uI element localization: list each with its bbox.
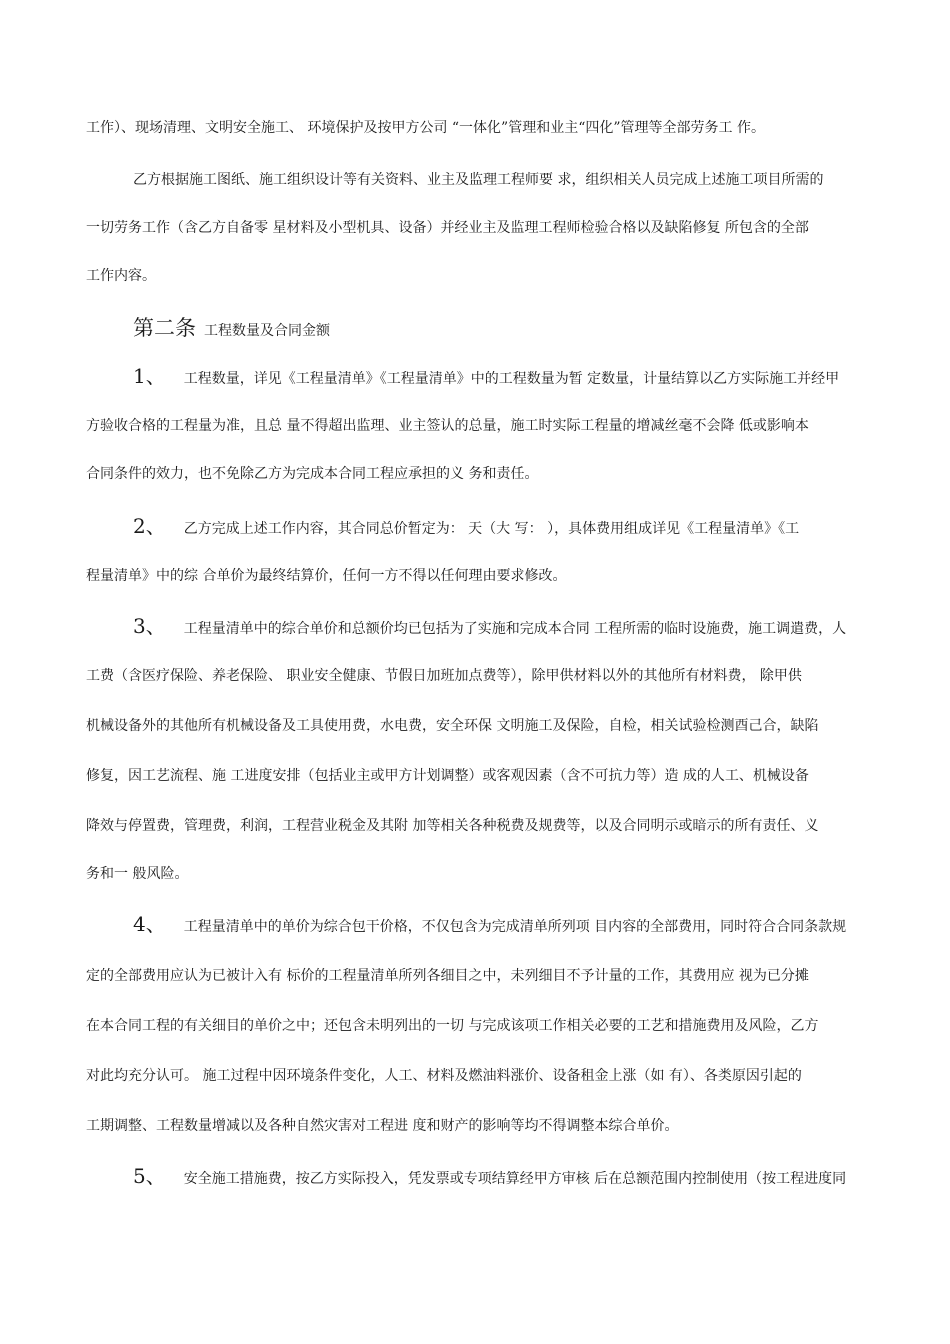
item-3-line	[133, 616, 876, 639]
item-number: 2、	[133, 516, 166, 538]
item-3-line: 降效与停置费，管理费，利润，工程营业税金及其附 加等相关各种税费及规费等，以及合同明示或暗示的所有责任、义	[86, 818, 819, 834]
item-2-line	[133, 516, 876, 539]
item-3-line: 务和一 般风险。	[86, 866, 189, 882]
item-2-line: 程量清单》中的综 合单价为最终结算价，任何一方不得以任何理由要求修改。	[86, 568, 567, 584]
item-text: 乙方完成上述工作内容，其合同总价暂定为： 天（大 写： ），具体费用组成详见《工程量清单》《工	[183, 521, 800, 537]
item-text: 安全施工措施费，按乙方实际投入，凭发票或专项结算经甲方审核 后在总额范围内控制使用（按工程进度同	[183, 1171, 847, 1187]
paragraph-line: 工作内容。	[86, 268, 156, 284]
item-number: 4、	[133, 914, 166, 936]
item-4-line: 在本合同工程的有关细目的单价之中；还包含未明列出的一切 与完成该项工作相关必要的工艺和措施费用及风险，乙方	[86, 1018, 819, 1034]
item-number: 5、	[133, 1166, 166, 1188]
item-3-line: 工费（含医疗保险、养老保险、 职业安全健康、节假日加班加点费等），除甲供材料以外的其他所有材料费， 除甲供	[86, 668, 802, 684]
item-1-line: 方验收合格的工程量为准，且总 量不得超出监理、业主签认的总量，施工时实际工程量的增减丝毫不会降 低或影响本	[86, 418, 809, 434]
item-3-line: 机械设备外的其他所有机械设备及工具使用费，水电费，安全环保 文明施工及保险，自检，相关试验检测酉己合，缺陷	[86, 718, 819, 734]
section-heading-subtitle: 工程数量及合同金额	[204, 323, 330, 339]
section-heading-title: 第二条	[133, 316, 196, 340]
item-number: 3、	[133, 616, 166, 638]
item-text: 工程量清单中的单价为综合包干价格，不仅包含为完成清单所列项 目内容的全部费用，同时符合合同条款规	[183, 919, 847, 935]
item-4-line: 对此均充分认可。 施工过程中因环境条件变化，人工、材料及燃油料涨价、设备租金上涨（如 有）、各类原因引起的	[86, 1068, 802, 1084]
item-4-line: 定的全部费用应认为已被计入有 标价的工程量清单所列各细目之中，未列细目不予计量的工作，其费用应 视为已分摊	[86, 968, 809, 984]
paragraph-line: 乙方根据施工图纸、施工组织设计等有关资料、业主及监理工程师要 求，组织相关人员完成上述施工项目所需的	[133, 172, 824, 188]
item-number: 1、	[133, 366, 166, 388]
item-1-line	[133, 366, 876, 389]
item-4-line: 工期调整、工程数量增减以及各种自然灾害对工程进 度和财产的影响等均不得调整本综合单价。	[86, 1118, 679, 1134]
section-heading	[133, 312, 330, 342]
item-text: 工程量清单中的综合单价和总额价均已包括为了实施和完成本合同 工程所需的临时设施费，施工调遣费，人	[183, 621, 847, 637]
item-4-line	[133, 914, 876, 937]
paragraph-line: 工作）、现场清理、文明安全施工、 环境保护及按甲方公司 “一体化”管理和业主“四化”管理等全部劳务工 作。	[86, 120, 765, 136]
item-3-line: 修复，因工艺流程、施 工进度安排（包括业主或甲方计划调整）或客观因素（含不可抗力等）造 成的人工、机械设备	[86, 768, 809, 784]
item-5-line	[133, 1166, 876, 1189]
paragraph-line: 一切劳务工作（含乙方自备零 星材料及小型机具、设备）并经业主及监理工程师检验合格以及缺陷修复 所包含的全部	[86, 220, 809, 236]
item-1-line: 合同条件的效力，也不免除乙方为完成本合同工程应承担的义 务和责任。	[86, 466, 539, 482]
item-text: 工程数量，详见《工程量清单》《工程量清单》中的工程数量为暂 定数量，计量结算以乙方实际施工并经甲	[183, 371, 840, 387]
